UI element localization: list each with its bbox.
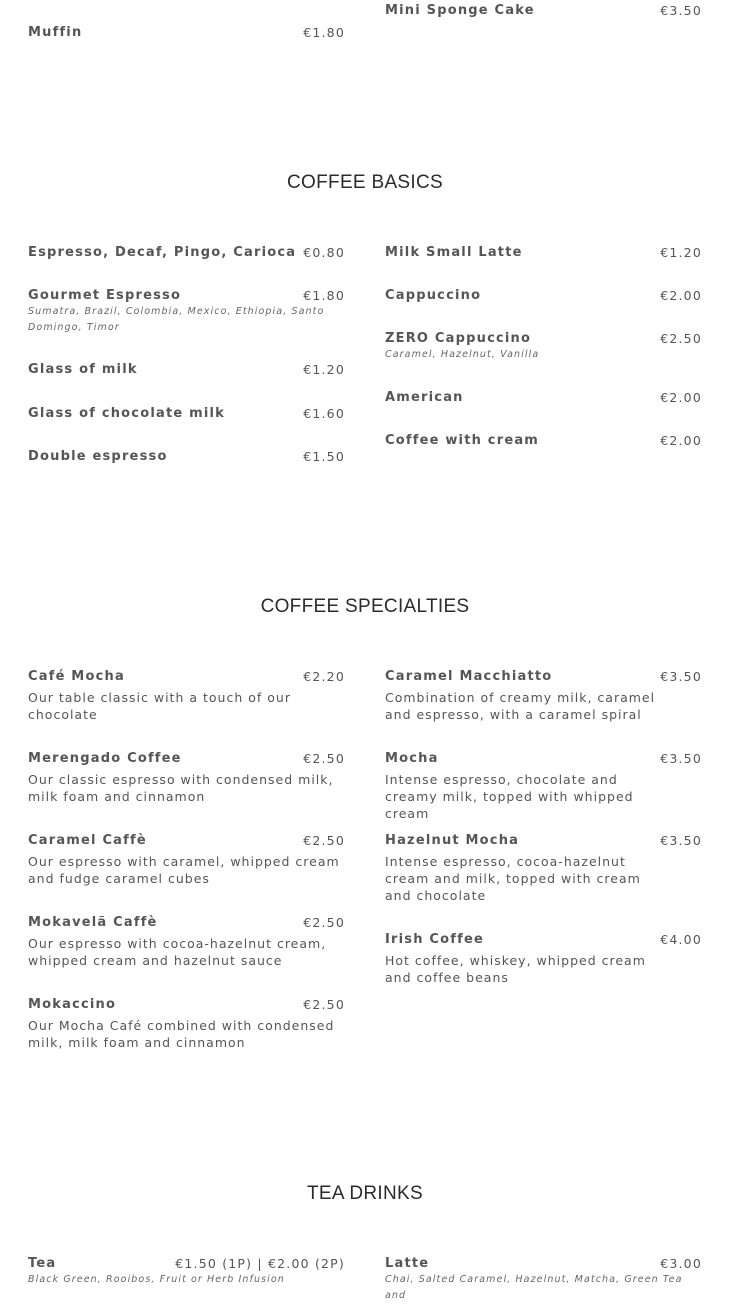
item-description: Our espresso with caramel, whipped cream and fudge caramel cubes (28, 854, 340, 886)
item-name: Espresso, Decaf, Pingo, Carioca (28, 245, 297, 260)
item-description: Our Mocha Café combined with condensed milk, milk foam and cinnamon (28, 1018, 335, 1050)
item-price: €2.00 (660, 390, 702, 405)
item-price: €2.50 (303, 833, 345, 848)
menu-item (28, 406, 345, 422)
menu-item (28, 362, 345, 378)
item-note: Chai, Salted Caramel, Hazelnut, Matcha, Green Tea and (385, 1274, 683, 1301)
item-price: €1.80 (303, 25, 345, 40)
item-price: €1.80 (303, 288, 345, 303)
item-price: €3.50 (660, 3, 702, 18)
menu-item (385, 433, 702, 449)
item-description: Our espresso with cocoa-hazelnut cream, whipped cream and hazelnut sauce (28, 936, 327, 968)
item-price: €2.50 (303, 915, 345, 930)
item-note: Black Green, Rooibos, Fruit or Herb Infusion (28, 1274, 285, 1285)
item-price: €1.50 (303, 449, 345, 464)
item-price: €2.50 (660, 331, 702, 346)
item-price: €2.00 (660, 288, 702, 303)
item-name: Milk Small Latte (385, 245, 523, 260)
menu-item (385, 331, 702, 363)
item-name: Mokavelã Caffè (28, 915, 158, 930)
item-price: €1.60 (303, 406, 345, 421)
item-name: Caramel Macchiatto (385, 669, 553, 684)
item-price: €2.50 (303, 751, 345, 766)
menu-item (385, 288, 702, 304)
item-price: €3.50 (660, 751, 702, 766)
menu-item (28, 669, 345, 723)
item-description: Intense espresso, cocoa-hazelnut cream and milk, topped with cream and chocolate (385, 854, 641, 903)
item-price: €3.00 (660, 1256, 702, 1271)
section-title-coffee-specialties: COFFEE SPECIALTIES (260, 596, 470, 617)
item-price: €1.20 (303, 362, 345, 377)
item-name: Latte (385, 1256, 430, 1271)
item-name: Double espresso (28, 449, 168, 464)
menu-item (28, 997, 345, 1051)
item-name: Glass of chocolate milk (28, 406, 226, 421)
menu-item (385, 833, 702, 904)
item-price: €4.00 (660, 932, 702, 947)
item-name: Mini Sponge Cake (385, 3, 535, 18)
item-description: Intense espresso, chocolate and creamy milk, topped with whipped cream (385, 772, 634, 821)
section-title-tea-drinks: TEA DRINKS (307, 1183, 423, 1204)
item-name: Café Mocha (28, 669, 125, 684)
item-name: Caramel Caffè (28, 833, 147, 848)
item-price: €0.80 (303, 245, 345, 260)
item-description: Our classic espresso with condensed milk, milk foam and cinnamon (28, 772, 334, 804)
item-note: Sumatra, Brazil, Colombia, Mexico, Ethiopia, Santo Domingo, Timor (28, 306, 325, 333)
menu-item (385, 245, 702, 261)
menu-item (385, 751, 702, 822)
menu-item (28, 449, 345, 465)
item-price: €2.20 (303, 669, 345, 684)
item-name: Hazelnut Mocha (385, 833, 520, 848)
item-description: Hot coffee, whiskey, whipped cream and coffee beans (385, 953, 646, 985)
item-price: €1.20 (660, 245, 702, 260)
item-name: Merengado Coffee (28, 751, 182, 766)
item-description: Combination of creamy milk, caramel and espresso, with a caramel spiral (385, 690, 656, 722)
item-name: Cappuccino (385, 288, 482, 303)
item-name: Coffee with cream (385, 433, 540, 448)
menu-item (385, 390, 702, 406)
item-price: €2.00 (660, 433, 702, 448)
menu-item (385, 932, 702, 986)
item-price: €3.50 (660, 833, 702, 848)
item-price: €1.50 (1P) | €2.00 (2P) (175, 1256, 345, 1271)
menu-item (385, 3, 702, 19)
item-name: Muffin (28, 25, 83, 40)
item-name: Mokaccino (28, 997, 117, 1012)
menu-item (28, 288, 345, 336)
item-note: Caramel, Hazelnut, Vanilla (385, 349, 540, 360)
item-name: Mocha (385, 751, 439, 766)
item-name: Tea (28, 1256, 57, 1271)
item-price: €3.50 (660, 669, 702, 684)
menu-item (28, 915, 345, 969)
item-name: American (385, 390, 464, 405)
menu-item (28, 245, 345, 261)
menu-item (28, 751, 345, 805)
item-name: Irish Coffee (385, 932, 485, 947)
item-name: Glass of milk (28, 362, 138, 377)
item-description: Our table classic with a touch of our chocolate (28, 690, 291, 722)
menu-item (28, 1256, 345, 1288)
item-price: €2.50 (303, 997, 345, 1012)
menu-item (28, 833, 345, 887)
menu-item (385, 669, 702, 723)
menu-item (28, 25, 345, 41)
menu-item (385, 1256, 702, 1304)
item-name: Gourmet Espresso (28, 288, 182, 303)
item-name: ZERO Cappuccino (385, 331, 532, 346)
section-title-coffee-basics: COFFEE BASICS (287, 172, 443, 193)
